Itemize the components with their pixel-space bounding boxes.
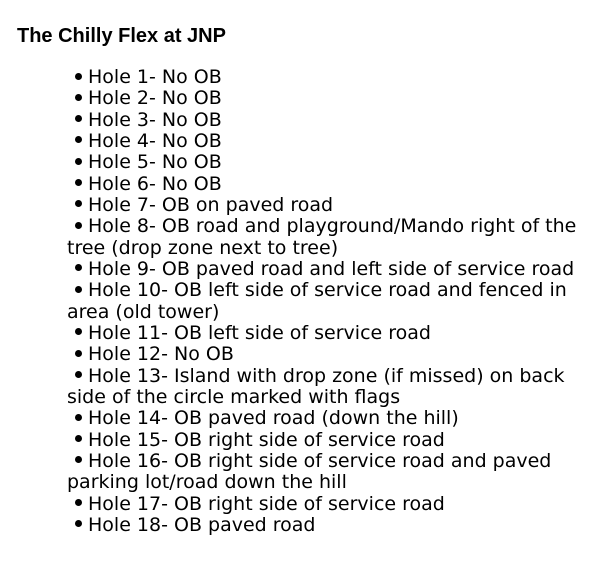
- list-item-text: Hole 16- OB right side of service road and paved parking lot/road down the hill: [67, 449, 552, 494]
- list-item-text: Hole 2- No OB: [88, 87, 222, 110]
- bullet-icon: [75, 222, 82, 229]
- list-item-hole-5: [67, 152, 600, 173]
- list-item-hole-16: [67, 451, 587, 494]
- list-item-text: Hole 10- OB left side of service road and fenced in area (old tower): [67, 279, 567, 323]
- list-item-text: Hole 14- OB paved road (down the hill): [88, 407, 459, 430]
- list-item-text: Hole 12- No OB: [88, 343, 234, 366]
- bullet-icon: [75, 520, 82, 527]
- bullet-icon: [75, 499, 82, 506]
- bullet-icon: [75, 264, 82, 271]
- list-item-text: Hole 11- OB left side of service road: [88, 321, 431, 344]
- list-item-hole-3: [67, 110, 600, 131]
- page-title: The Chilly Flex at JNP: [17, 25, 226, 47]
- list-item-hole-4: [67, 131, 600, 152]
- bullet-icon: [75, 286, 82, 293]
- list-item-text: Hole 7- OB on paved road: [88, 193, 334, 216]
- bullet-icon: [75, 115, 82, 122]
- list-item-hole-9: [67, 259, 600, 280]
- bullet-icon: [75, 350, 82, 357]
- bullet-icon: [75, 200, 82, 207]
- list-item-text: Hole 3- No OB: [88, 108, 222, 131]
- bullet-icon: [75, 435, 82, 442]
- list-item-text: Hole 8- OB road and playground/Mando right of the tree (drop zone next to tree): [67, 215, 577, 259]
- list-item-text: Hole 9- OB paved road and left side of service road: [88, 257, 575, 280]
- list-item-text: Hole 1- No OB: [88, 66, 222, 88]
- list-item-text: Hole 18- OB paved road: [88, 513, 316, 536]
- list-item-text: Hole 5- No OB: [88, 151, 222, 174]
- list-item-text: Hole 17- OB right side of service road: [88, 492, 445, 515]
- list-item-hole-2: [67, 88, 600, 109]
- bullet-icon: [75, 73, 82, 80]
- list-item-hole-17: [67, 494, 600, 515]
- bullet-icon: [75, 94, 82, 101]
- list-item-text: Hole 13- Island with drop zone (if missed) on back side of the circle marked with flags: [67, 364, 565, 408]
- bullet-icon: [75, 414, 82, 421]
- list-item-hole-12: [67, 344, 600, 365]
- list-item-hole-8: [67, 216, 597, 259]
- list-item-hole-18: [67, 515, 600, 536]
- hole-rules-list: [67, 67, 600, 536]
- list-item-hole-11: [67, 323, 600, 344]
- list-item-text: Hole 15- OB right side of service road: [88, 428, 445, 451]
- list-item-hole-10: [67, 280, 595, 323]
- list-item-hole-7: [67, 195, 600, 216]
- bullet-icon: [75, 371, 82, 378]
- list-item-hole-6: [67, 174, 600, 195]
- bullet-icon: [75, 158, 82, 165]
- bullet-icon: [75, 328, 82, 335]
- list-item-hole-14: [67, 408, 600, 429]
- list-item-hole-13: [67, 366, 592, 409]
- bullet-icon: [75, 136, 82, 143]
- bullet-icon: [75, 179, 82, 186]
- list-item-text: Hole 6- No OB: [88, 172, 222, 195]
- list-item-hole-15: [67, 430, 600, 451]
- bullet-icon: [75, 456, 82, 463]
- list-item-hole-1: [67, 67, 600, 88]
- list-item-text: Hole 4- No OB: [88, 129, 222, 152]
